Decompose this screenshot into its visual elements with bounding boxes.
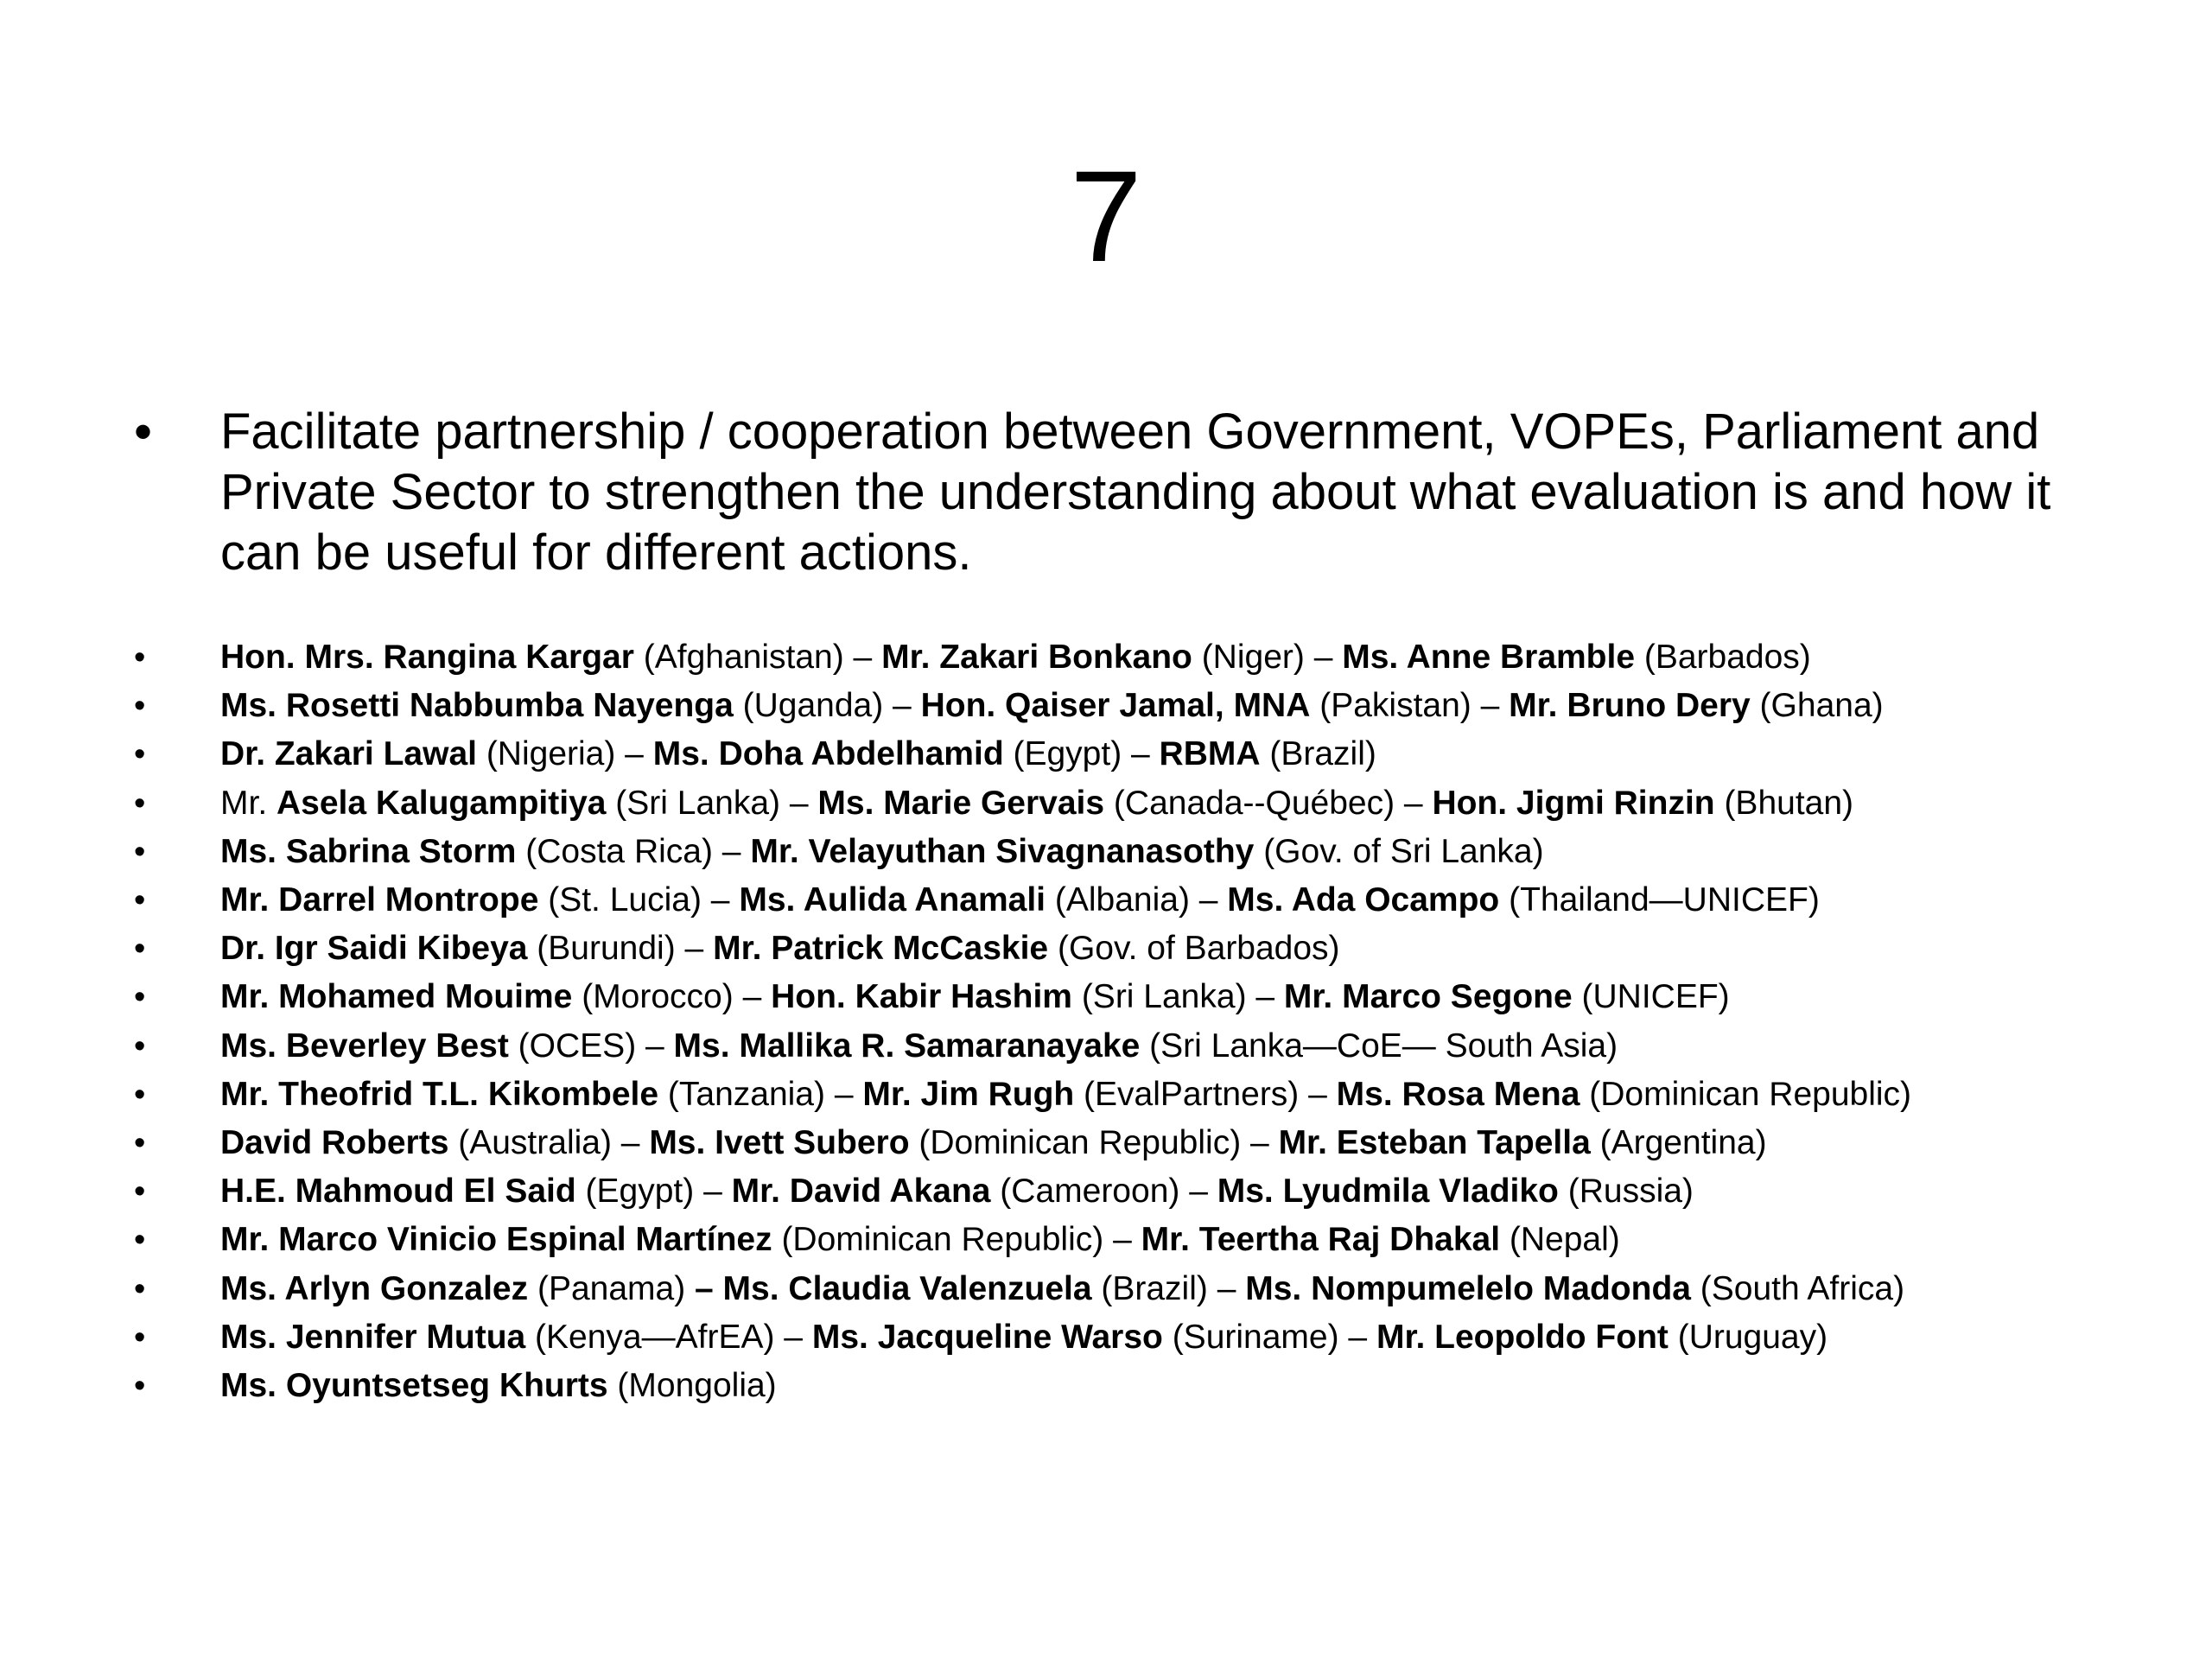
participant-affiliation: (Sri Lanka) – [1071, 978, 1284, 1016]
participant-line [220, 1119, 1767, 1167]
participant-line [220, 730, 1376, 779]
participant-name: Asela Kalugampitiya [276, 784, 607, 822]
participant-line [220, 925, 1340, 973]
participant-affiliation: (Afghanistan) – [633, 639, 882, 677]
bullet-icon: • [134, 1222, 146, 1259]
participant-list-item [134, 973, 2147, 1021]
bullet-icon: • [134, 833, 146, 870]
participant-name: Mr. Jim Rugh [862, 1075, 1075, 1113]
participant-affiliation: (Dominican Republic) – [909, 1123, 1279, 1161]
participant-affiliation: (Brazil) [1260, 735, 1376, 773]
participant-list-item [134, 730, 2147, 779]
participant-affiliation: (Dominican Republic) – [772, 1221, 1141, 1259]
participant-list-item [134, 633, 2147, 682]
bullet-icon: • [134, 931, 146, 968]
participant-affiliation: (Sri Lanka—CoE— South Asia) [1140, 1027, 1618, 1065]
participant-list-item [134, 1313, 2147, 1362]
bullet-icon: • [134, 1270, 146, 1307]
bullet-icon: • [134, 639, 146, 677]
participant-list-item [134, 1071, 2147, 1119]
participant-affiliation: (Suriname) – [1162, 1318, 1376, 1356]
participant-affiliation: (Cameroon) – [990, 1173, 1217, 1211]
participant-list-item [134, 779, 2147, 828]
participant-affiliation: Mr. [220, 784, 276, 822]
participant-line [220, 1313, 1827, 1362]
participant-affiliation: (Costa Rica) – [516, 832, 751, 870]
participant-name: Hon. Jigmi Rinzin [1432, 784, 1715, 822]
participant-line [220, 1265, 1904, 1313]
bullet-icon: • [134, 1319, 146, 1356]
participant-affiliation: (Argentina) [1590, 1123, 1767, 1161]
participant-name: Ms. Oyuntsetseg Khurts [220, 1366, 608, 1404]
participant-affiliation: (Panama) [528, 1269, 696, 1307]
participant-affiliation: (Niger) – [1192, 639, 1343, 677]
participant-name: Mr. Esteban Tapella [1278, 1123, 1591, 1161]
participant-name: Ms. Lyudmila Vladiko [1217, 1173, 1559, 1211]
participant-name: Ms. Beverley Best [220, 1027, 509, 1065]
participant-name: Dr. Igr Saidi Kibeya [220, 930, 528, 968]
participant-name: Ms. Aulida Anamali [739, 881, 1046, 919]
bullet-icon: • [134, 1027, 146, 1065]
participant-name: Mr. Marco Vinicio Espinal Martínez [220, 1221, 772, 1259]
participant-affiliation: (UNICEF) [1572, 978, 1730, 1016]
participant-name: Ms. Ada Ocampo [1227, 881, 1500, 919]
participant-name: Dr. Zakari Lawal [220, 735, 477, 773]
participant-name: Ms. Sabrina Storm [220, 832, 517, 870]
participant-name: Mr. Marco Segone [1283, 978, 1573, 1016]
participant-line [220, 828, 1544, 876]
participant-line [220, 682, 1884, 730]
participant-affiliation: (Pakistan) – [1310, 687, 1510, 725]
participant-affiliation: (Albania) – [1046, 881, 1228, 919]
participant-name: RBMA [1159, 735, 1261, 773]
main-bullet-point [134, 402, 2078, 583]
participant-list-item [134, 682, 2147, 730]
participant-affiliation: (Russia) [1558, 1173, 1694, 1211]
bullet-icon: • [134, 979, 146, 1016]
participant-affiliation: (Morocco) – [572, 978, 772, 1016]
participant-name: Mr. Velayuthan Sivagnanasothy [750, 832, 1255, 870]
participant-affiliation: (Australia) – [448, 1123, 650, 1161]
participant-name: Hon. Mrs. Rangina Kargar [220, 639, 634, 677]
participant-affiliation: (Dominican Republic) [1580, 1075, 1912, 1113]
participant-affiliation: (Burundi) – [527, 930, 714, 968]
participant-name: Ms. Ivett Subero [649, 1123, 910, 1161]
bullet-icon: • [134, 1076, 146, 1113]
participant-name: Ms. Marie Gervais [817, 784, 1105, 822]
participant-name: H.E. Mahmoud El Said [220, 1173, 576, 1211]
participant-name: Hon. Qaiser Jamal, MNA [920, 687, 1311, 725]
participant-affiliation: (Nepal) [1500, 1221, 1620, 1259]
participant-line [220, 1362, 777, 1410]
participant-line [220, 1216, 1620, 1264]
main-point-text: Facilitate partnership / cooperation between Government, VOPEs, Parliament and Private Sector to strengthen the understanding about what evaluation is and how it can be useful for different actions. [220, 404, 2051, 581]
participant-name: Mr. Patrick McCaskie [713, 930, 1049, 968]
participant-list-item [134, 1264, 2147, 1313]
participant-affiliation: (St. Lucia) – [538, 881, 740, 919]
participant-name: Mr. Theofrid T.L. Kikombele [220, 1075, 659, 1113]
participant-affiliation: (Brazil) – [1091, 1269, 1246, 1307]
participant-line [220, 1071, 1911, 1119]
participant-list-item [134, 876, 2147, 925]
participant-affiliation: (Bhutan) [1714, 784, 1854, 822]
participant-list-item [134, 1119, 2147, 1167]
participant-affiliation: (Uganda) – [733, 687, 921, 725]
participant-name: Mr. Bruno Dery [1509, 687, 1751, 725]
participant-line [220, 779, 1853, 828]
participant-list-item [134, 828, 2147, 876]
participant-name: Ms. Rosetti Nabbumba Nayenga [220, 687, 734, 725]
participant-name: Mr. Teertha Raj Dhakal [1141, 1221, 1501, 1259]
participant-name: Ms. Jennifer Mutua [220, 1318, 526, 1356]
participant-name: Hon. Kabir Hashim [771, 978, 1072, 1016]
participant-affiliation: (Kenya—AfrEA) – [525, 1318, 812, 1356]
participant-affiliation: (Ghana) [1750, 687, 1884, 725]
participant-list-item [134, 1022, 2147, 1071]
participant-affiliation: (Egypt) – [1003, 735, 1160, 773]
participant-affiliation: (EvalPartners) – [1074, 1075, 1337, 1113]
bullet-icon: • [134, 1367, 146, 1404]
participant-name: Ms. Arlyn Gonzalez [220, 1269, 529, 1307]
participant-name: – Ms. Claudia Valenzuela [695, 1269, 1092, 1307]
participant-affiliation: (Egypt) – [575, 1173, 732, 1211]
participants-list [134, 633, 2147, 1410]
participant-name: David Roberts [220, 1123, 449, 1161]
participant-list-item [134, 1216, 2147, 1264]
participant-affiliation: (Uruguay) [1668, 1318, 1828, 1356]
participant-name: Mr. Zakari Bonkano [881, 639, 1192, 677]
participant-name: Mr. Darrel Montrope [220, 881, 539, 919]
participant-affiliation: (Barbados) [1635, 639, 1811, 677]
participant-affiliation: (Tanzania) – [658, 1075, 863, 1113]
participant-line [220, 633, 1811, 682]
participant-name: Ms. Mallika R. Samaranayake [673, 1027, 1141, 1065]
participant-affiliation: (Gov. of Barbados) [1048, 930, 1340, 968]
participant-name: Ms. Anne Bramble [1342, 639, 1636, 677]
participant-list-item [134, 1167, 2147, 1216]
participant-name: Mr. David Akana [731, 1173, 991, 1211]
participant-affiliation: (South Africa) [1690, 1269, 1905, 1307]
bullet-icon: • [134, 785, 146, 822]
participant-line [220, 876, 1820, 925]
slide-number-title: 7 [1070, 143, 1142, 289]
participant-list-item [134, 925, 2147, 973]
bullet-icon: • [134, 688, 146, 725]
participant-affiliation: (Nigeria) – [476, 735, 653, 773]
participant-name: Mr. Leopoldo Font [1376, 1318, 1669, 1356]
participant-name: Ms. Doha Abdelhamid [652, 735, 1004, 773]
participant-affiliation: (OCES) – [508, 1027, 674, 1065]
participant-affiliation: (Sri Lanka) – [606, 784, 818, 822]
participant-line [220, 1167, 1694, 1216]
bullet-icon: • [134, 736, 146, 773]
participant-line [220, 1022, 1618, 1071]
participant-affiliation: (Mongolia) [607, 1366, 777, 1404]
participant-affiliation: (Thailand—UNICEF) [1499, 881, 1820, 919]
bullet-icon: • [134, 403, 153, 461]
participant-list-item [134, 1362, 2147, 1410]
participant-name: Ms. Jacqueline Warso [811, 1318, 1163, 1356]
participant-affiliation: (Gov. of Sri Lanka) [1254, 832, 1544, 870]
participant-line [220, 973, 1730, 1021]
participant-affiliation: (Canada--Québec) – [1104, 784, 1433, 822]
participant-name: Ms. Rosa Mena [1336, 1075, 1580, 1113]
bullet-icon: • [134, 1124, 146, 1161]
participant-name: Mr. Mohamed Mouime [220, 978, 573, 1016]
participant-name: Ms. Nompumelelo Madonda [1245, 1269, 1691, 1307]
bullet-icon: • [134, 1173, 146, 1211]
bullet-icon: • [134, 882, 146, 919]
